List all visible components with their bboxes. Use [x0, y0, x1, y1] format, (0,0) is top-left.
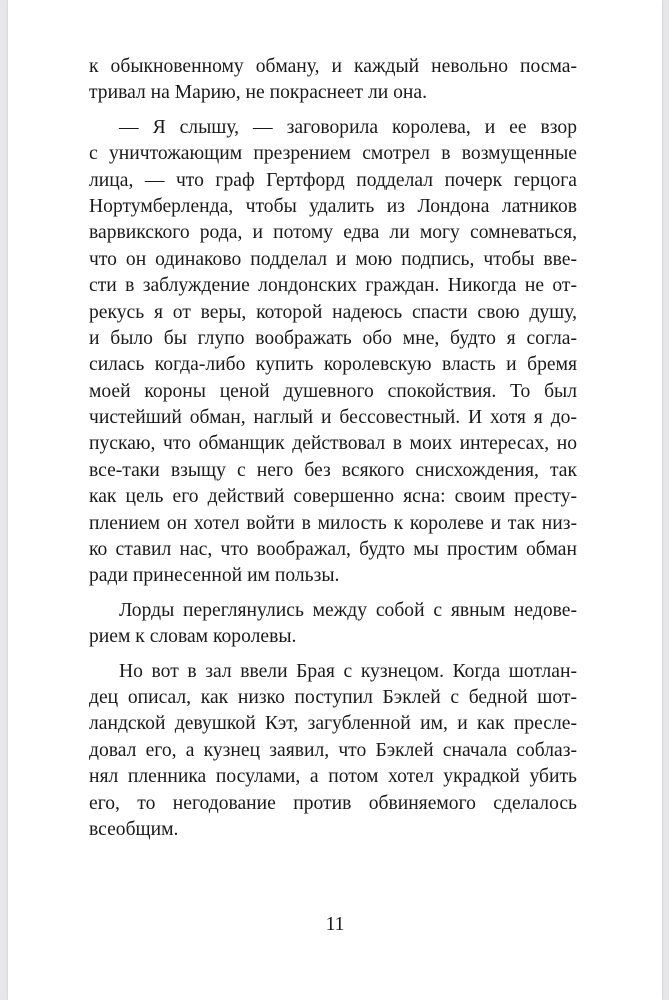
text-line: сти в заблуждение лондонских граждан. Никогда не от- [89, 275, 577, 297]
text-line: как цель его действий совершенно ясна: своим престу- [89, 486, 577, 508]
text-line: все-таки взыщу с него без всякого снисхождения, так [89, 459, 577, 481]
text-line: пускаю, что обманщик действовал в моих интересах, но [89, 433, 577, 455]
body-text [89, 54, 577, 843]
paragraph [89, 598, 577, 651]
text-line: и было бы глупо воображать обо мне, будто я согла- [89, 327, 577, 349]
text-line: к обыкновенному обману, и каждый невольно посма- [89, 56, 577, 77]
text-line: ко ставил нас, что воображал, будто мы простим обман [89, 539, 577, 561]
text-line: что он одинаково подделал и мою подпись, чтобы вве- [89, 248, 577, 270]
text-line: ландской девушкой Кэт, загубленной им, и как пресле- [89, 713, 577, 735]
text-line: Но вот в зал ввели Брая с кузнецом. Когда шотлан- [119, 660, 577, 682]
paragraph [89, 115, 577, 590]
text-line: моей короны ценой душевного спокойствия. То был [89, 380, 577, 402]
text-line: дец описал, как низко поступил Бэклей с бедной шот- [89, 686, 577, 708]
text-line: силась когда-либо купить королевскую власть и бремя [89, 354, 577, 376]
paragraph-gap [89, 590, 577, 598]
text-line: нял пленника посулами, а потом хотел украдкой убить [89, 766, 577, 788]
text-line: его, то негодование против обвиняемого сделалось [89, 792, 577, 814]
text-line: с уничтожающим презрением смотрел в возмущенные [89, 143, 577, 165]
text-line: — Я слышу, — заговорила королева, и ее взор [119, 116, 577, 138]
text-line: плением он хотел войти в милость к королеве и так низ- [89, 512, 577, 534]
text-line: тривал на Марию, не покраснеет ли она. [89, 82, 427, 104]
text-line: рием к словам королевы. [89, 626, 297, 648]
text-line: варвикского рода, и потому едва ли могу сомневаться, [89, 222, 577, 244]
page-number: 11 [325, 914, 345, 935]
text-line: Лорды переглянулись между собой с явным недове- [119, 599, 577, 621]
paragraph-gap [89, 651, 577, 659]
text-line: чистейший обман, наглый и бессовестный. И хотя я до- [89, 407, 577, 429]
book-page [8, 0, 662, 1000]
text-line: довал его, а кузнец заявил, что Бэклей сначала соблаз- [89, 739, 577, 761]
text-line: лица, — что граф Гертфорд подделал почерк герцога [89, 169, 577, 191]
paragraph [89, 54, 577, 107]
paragraph-gap [89, 107, 577, 115]
text-line: всеобщим. [89, 818, 179, 840]
text-line: Нортумберленда, чтобы удалить из Лондона латников [89, 195, 577, 217]
paragraph [89, 659, 577, 844]
text-line: ради принесенной им пользы. [89, 565, 340, 587]
text-line: рекусь я от веры, которой надеюсь спасти свою душу, [89, 301, 577, 323]
